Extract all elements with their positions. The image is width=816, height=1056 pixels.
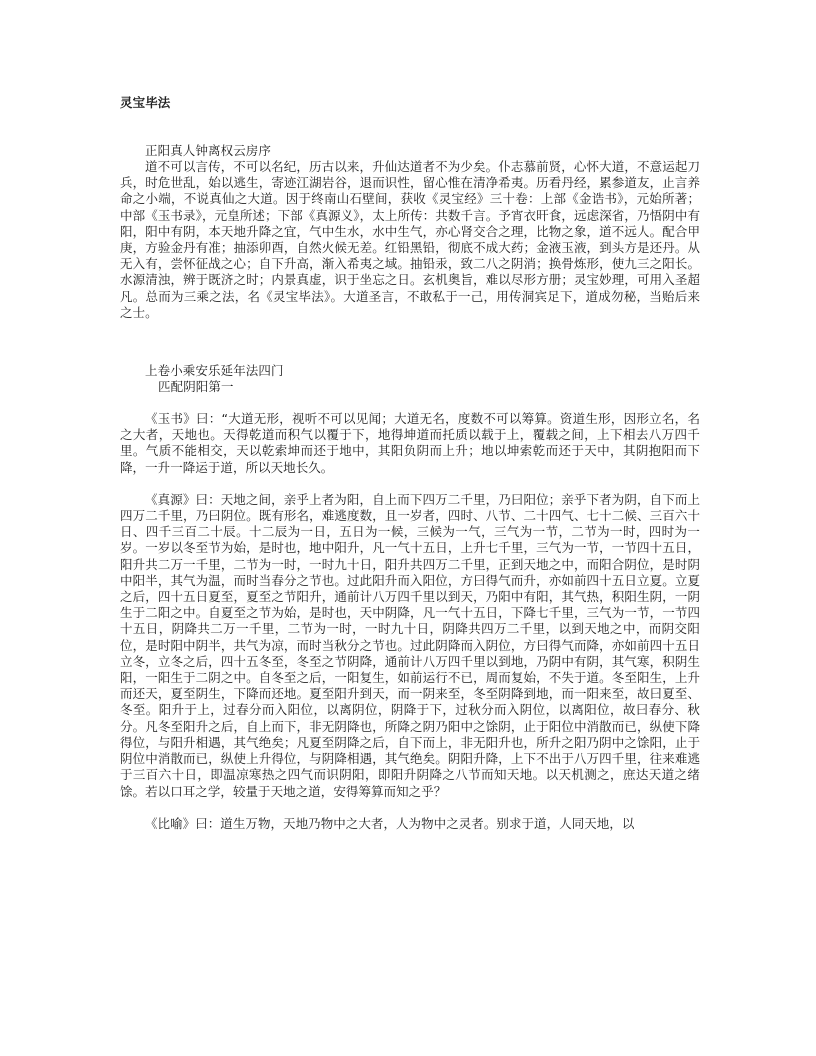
section-spacer	[120, 321, 700, 363]
document-content	[120, 95, 700, 832]
paragraph-zhenyuan-quote: 《真源》曰：天地之间，亲乎上者为阳，自上而下四万二千里，乃曰阳位；亲乎下者为阴，自下而上四万二千里，乃曰阴位。既有形名，难逃度数，且一岁者，四时、八节、二十四气、七十二候、三百六十日、四千三百二十辰。十二辰为一日，五日为一候，三候为一气，三气为一节，二节为一时，四时为一岁。一岁以冬至节为始，是时也，地中阳升，凡一气十五日，上升七千里，三气为一节，一节四十五日，阳升共二万一千里，二节为一时，一时九十日，阳升共四万二千里，正到天地之中，而阳合阴位，是时阴中阳半，其气为温，而时当春分之节也。过此阳升而入阳位，方曰得气而升，亦如前四十五日立夏。立夏之后，四十五日夏至，夏至之节阳升，通前计八万四千里以到天，乃阳中有阳，其气热，积阳生阴，一阴生于二阳之中。自夏至之节为始，是时也，天中阴降，凡一气十五日，下降七千里，三气为一节，一节四十五日，阴降共二万一千里，二节为一时，一时九十日，阴降共四万二千里，以到天地之中，而阴交阳位，是时阳中阴半，共气为凉，而时当秋分之节也。过此阴降而入阴位，方曰得气而降，亦如前四十五日立冬，立冬之后，四十五冬至，冬至之节阴降，通前计八万四千里以到地，乃阴中有阴，其气寒，积阴生阳，一阳生于二阴之中。自冬至之后，一阳复生，如前运行不已，周而复始，不失于道。冬至阳生，上升而还天，夏至阴生，下降而还地。夏至阳升到天，而一阴来至，冬至阴降到地，而一阳来至，故曰夏至、冬至。阳升于上，过春分而入阳位，以离阴位，阴降于下，过秋分而入阴位，以离阳位，故曰春分、秋分。凡冬至阳升之后，自上而下，非无阴降也，所降之阴乃阳中之馀阴，止于阳位中消散而已，纵使下降得位，与阳升相遇，其气绝矣；凡夏至阴降之后，自下而上，非无阳升也，所升之阳乃阴中之馀阳，止于阴位中消散而已，纵使上升得位，与阴降相遇，其气绝矣。阴阳升降，上下不出于八万四千里，往来难逃于三百六十日，即温凉寒热之四气而识阴阳，即阳升阴降之八节而知天地。以天机测之，庶达天道之绪馀。若以口耳之学，较量于天地之道，安得筹算而知之乎？	[120, 491, 700, 799]
document-title: 灵宝毕法	[120, 95, 171, 110]
paragraph-spacer	[120, 395, 700, 411]
volume-heading: 上卷小乘安乐延年法四门	[145, 363, 284, 379]
preface-body: 道不可以言传，不可以名纪，历古以来，升仙达道者不为少矣。仆志慕前贤，心怀大道，不意运起刀兵，时危世乱，始以逃生，寄迹江湖岩谷，退而识性，留心惟在清净希夷。历看丹经，累参道友，止言养命之小端，不说真仙之大道。因于终南山石壁间，获收《灵宝经》三十卷：上部《金诰书》，元始所著；中部《玉书录》，元皇所述；下部《真源义》，太上所传：共数千言。予宵衣旰食，远虑深省，乃悟阴中有阳，阳中有阴，本天地升降之宜，气中生水，水中生气，亦心肾交合之理，比物之象，道不远人。配合甲庚，方验金丹有准；抽添卯酉，自然火候无差。红铅黑铅，彻底不成大药；金液玉液，到头方是还丹。从无入有，尝怀征战之心；自下升高，渐入希夷之域。抽铅汞，致二八之阴消；换骨炼形，使九三之阳长。水源清浊，辨于既济之时；内景真虚，识于坐忘之日。玄机奥旨，难以尽形方册；灵宝妙理，可用入圣超凡。总而为三乘之法，名《灵宝毕法》。大道圣言，不敢私于一己，用传洞宾足下，道成勿秘，当贻后来之士。	[120, 159, 700, 320]
paragraph-spacer	[120, 800, 700, 816]
paragraph-spacer	[120, 476, 700, 492]
paragraph-biyu-quote: 《比喻》曰：道生万物，天地乃物中之大者，人为物中之灵者。别求于道，人同天地，以	[145, 815, 635, 831]
preface-heading: 正阳真人钟离权云房序	[145, 143, 272, 158]
section-heading-first: 匹配阴阳第一	[158, 379, 234, 395]
paragraph-yushu-quote: 《玉书》曰：“大道无形，视听不可以见闻；大道无名，度数不可以筹算。资道生形，因形立名，名之大者，天地也。天得乾道而积气以覆于下，地得坤道而托质以载于上，覆载之间，上下相去八万四千里。气质不能相交，天以乾索坤而还于地中，其阳负阴而上升；地以坤索乾而还于天中，其阴抱阳而下降，一升一降运于道，所以天地长久。	[120, 411, 700, 475]
